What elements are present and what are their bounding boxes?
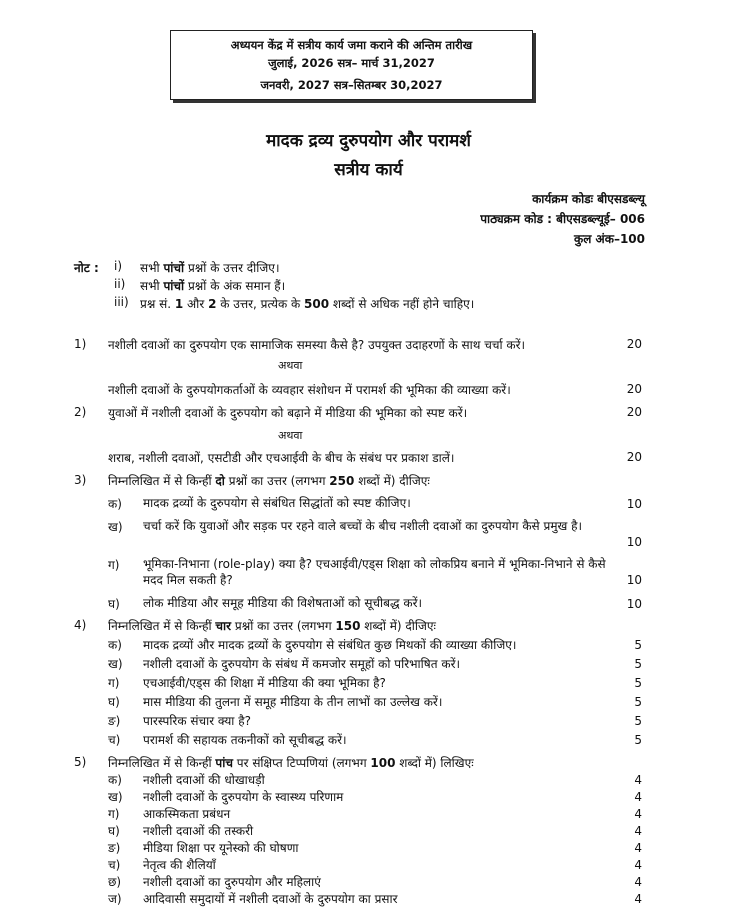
q2-marks-b: 20 (626, 450, 642, 464)
q5-item-h-text: आदिवासी समुदायों में नशीली दवाओं के दुरुपयोग का प्रसार (143, 892, 398, 906)
q4-item-f-marks: 5 (634, 733, 642, 747)
q4-item-e-label: ङ) (108, 714, 121, 728)
program-code: कार्यक्रम कोडः बीएसडब्ल्यू (532, 192, 645, 206)
q3-item-d-text: लोक मीडिया और समूह मीडिया की विशेषताओं को सूचीबद्ध करें। (143, 596, 423, 610)
q4-item-a-label: क) (108, 638, 122, 652)
q1-text-b: नशीली दवाओं के दुरुपयोगकर्ताओं के व्यवहार संशोधन में परामर्श की भूमिका की व्याख्या करें। (108, 383, 511, 397)
q3-item-a-marks: 10 (626, 497, 642, 511)
q4-item-b-marks: 5 (634, 657, 642, 671)
document-subtitle: सत्रीय कार्य (334, 160, 403, 180)
q5-item-d-text: नशीली दवाओं की तस्करी (143, 824, 254, 838)
note-item-2-num: ii) (114, 277, 126, 291)
q5-item-c-text: आकस्मिकता प्रबंधन (143, 807, 231, 821)
q5-item-e-label: ङ) (108, 841, 121, 855)
q4-item-d-label: घ) (108, 695, 120, 709)
q3-item-a-text: मादक द्रव्यों के दुरुपयोग से संबंधित सिद्धांतों को स्पष्ट कीजिए। (143, 496, 411, 510)
document-title: मादक द्रव्य दुरुपयोग और परामर्श (266, 131, 471, 151)
q5-item-h-label: ज) (108, 892, 122, 906)
q3-number: 3) (74, 473, 87, 487)
q4-item-a-text: मादक द्रव्यों और मादक द्रव्यों के दुरुपयोग से संबंधित कुछ मिथकों की व्याख्या कीजिए। (143, 638, 517, 652)
q4-item-c-text: एचआईवी/एड्स की शिक्षा में मीडिया की क्या भूमिका है? (143, 676, 386, 690)
q5-item-d-marks: 4 (634, 824, 642, 838)
q3-item-c-text: भूमिका-निभाना (role-play) क्या है? एचआईवी/एड्स शिक्षा को लोकप्रिय बनाने में भूमिका-निभाने से कैसे (143, 557, 606, 571)
q5-item-c-marks: 4 (634, 807, 642, 821)
q3-item-b-text: चर्चा करें कि युवाओं और सड़क पर रहने वाले बच्चों के बीच नशीली दवाओं का दुरुपयोग कैसे प्रमुख है। (143, 519, 583, 533)
q4-item-a-marks: 5 (634, 638, 642, 652)
deadline-heading: अध्ययन केंद्र में सत्रीय कार्य जमा कराने की अन्तिम तारीख (230, 38, 473, 52)
note-item-3: प्रश्न सं. 1 और 2 के उत्तर, प्रत्येक के 500 शब्दों से अधिक नहीं होने चाहिए। (140, 297, 475, 311)
q4-item-f-text: परामर्श की सहायक तकनीकों को सूचीबद्ध करें। (143, 733, 347, 747)
q3-item-b-marks: 10 (626, 535, 642, 549)
q4-item-c-marks: 5 (634, 676, 642, 690)
note-item-1-num: i) (114, 259, 123, 273)
note-item-1: सभी पांचों प्रश्नों के उत्तर दीजिए। (140, 261, 280, 275)
deadline-box (170, 30, 533, 100)
q5-item-f-text: नेतृत्व की शैलियाँ (143, 858, 216, 872)
q4-item-e-text: पारस्परिक संचार क्या है? (143, 714, 251, 728)
q3-item-c-marks: 10 (626, 573, 642, 587)
note-label: नोट : (74, 261, 99, 275)
q5-item-g-marks: 4 (634, 875, 642, 889)
q3-item-d-marks: 10 (626, 597, 642, 611)
q1-text-a: नशीली दवाओं का दुरुपयोग एक सामाजिक समस्या कैसे है? उपयुक्त उदाहरणों के साथ चर्चा करें। (108, 338, 526, 352)
q2-marks-a: 20 (626, 405, 642, 419)
q5-item-f-marks: 4 (634, 858, 642, 872)
q1-marks-b: 20 (626, 382, 642, 396)
q4-item-c-label: ग) (108, 676, 120, 690)
q5-item-a-text: नशीली दवाओं की धोखाधड़ी (143, 773, 265, 787)
note-item-3-num: iii) (114, 295, 129, 309)
q5-item-g-label: छ) (108, 875, 122, 889)
q3-intro: निम्नलिखित में से किन्हीं दो प्रश्नों का उत्तर (लगभग 250 शब्दों में) दीजिएः (108, 474, 430, 488)
q3-item-a-label: क) (108, 497, 122, 511)
q4-item-e-marks: 5 (634, 714, 642, 728)
q5-item-a-label: क) (108, 773, 122, 787)
q5-number: 5) (74, 755, 87, 769)
deadline-january-session: जनवरी, 2027 सत्र–सितम्बर 30,2027 (260, 78, 443, 92)
q5-item-e-text: मीडिया शिक्षा पर यूनेस्को की घोषणा (143, 841, 299, 855)
q5-item-b-marks: 4 (634, 790, 642, 804)
q5-item-f-label: च) (108, 858, 121, 872)
q4-item-d-text: मास मीडिया की तुलना में समूह मीडिया के तीन लाभों का उल्लेख करें। (143, 695, 443, 709)
q3-item-c-text-cont: मदद मिल सकती है? (143, 573, 233, 587)
q2-or: अथवा (278, 429, 303, 442)
deadline-july-session: जुलाई, 2026 सत्र– मार्च 31,2027 (268, 56, 435, 70)
note-item-2: सभी पांचों प्रश्नों के अंक समान हैं। (140, 279, 286, 293)
q5-item-a-marks: 4 (634, 773, 642, 787)
q5-item-b-label: ख) (108, 790, 123, 804)
q3-item-b-label: ख) (108, 520, 123, 534)
q3-item-c-label: ग) (108, 558, 120, 572)
q1-marks-a: 20 (626, 337, 642, 351)
q4-item-b-label: ख) (108, 657, 123, 671)
q2-text-b: शराब, नशीली दवाओं, एसटीडी और एचआईवी के बीच के संबंध पर प्रकाश डालें। (108, 451, 455, 465)
q1-number: 1) (74, 337, 87, 351)
q4-item-b-text: नशीली दवाओं के दुरुपयोग के संबंध में कमजोर समूहों को परिभाषित करें। (143, 657, 461, 671)
q5-intro: निम्नलिखित में से किन्हीं पांच पर संक्षिप्त टिप्पणियां (लगभग 100 शब्दों में) लिखिएः (108, 756, 474, 770)
q2-text-a: युवाओं में नशीली दवाओं के दुरुपयोग को बढ़ाने में मीडिया की भूमिका को स्पष्ट करें। (108, 406, 468, 420)
q1-or: अथवा (278, 359, 303, 372)
q5-item-g-text: नशीली दवाओं का दुरुपयोग और महिलाएं (143, 875, 321, 889)
q4-intro: निम्नलिखित में से किन्हीं चार प्रश्नों का उत्तर (लगभग 150 शब्दों में) दीजिएः (108, 619, 436, 633)
q5-item-h-marks: 4 (634, 892, 642, 906)
q4-item-f-label: च) (108, 733, 121, 747)
q4-item-d-marks: 5 (634, 695, 642, 709)
q5-item-c-label: ग) (108, 807, 120, 821)
q5-item-d-label: घ) (108, 824, 120, 838)
total-marks: कुल अंक–100 (574, 232, 645, 246)
q2-number: 2) (74, 405, 87, 419)
q3-item-d-label: घ) (108, 597, 120, 611)
q5-item-b-text: नशीली दवाओं के दुरुपयोग के स्वास्थ्य परिणाम (143, 790, 344, 804)
q5-item-e-marks: 4 (634, 841, 642, 855)
course-code: पाठ्यक्रम कोड : बीएसडब्ल्यूई– 006 (480, 212, 645, 226)
q4-number: 4) (74, 618, 87, 632)
